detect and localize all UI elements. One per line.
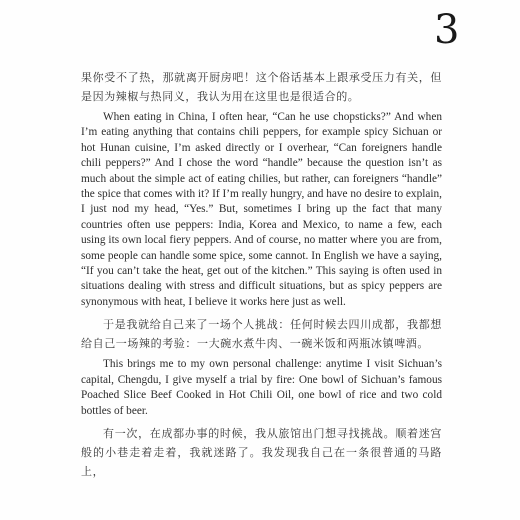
paragraph-en-1: When eating in China, I often hear, “Can he use chopsticks?” And when I’m eating anything that contains chili peppers, for example spicy Sichuan or hot Hunan cuisine, I’m asked directly or I overhear, “Can foreigners handle chili peppers?” And I chose the word “handle” because the question isn’t as much about the simple act of eating chilies, but rather, can foreigners “handle” the spice that comes with it? If I’m really hungry, and have no desire to explain, I just nod my head, “Yes.” But, sometimes I bring up the fact that many countries often use peppers: India, Korea and Mexico, to name a few, each using its own local fiery peppers. And of course, no matter where you are from, some people can handle some spice, some cannot. In English we have a saying, “If you can’t take the heat, get out of the kitchen.” This saying is often used in situations dealing with stress and difficult situations, but as spicy peppers are synonymous with heat, I believe it works here just as well. [81,111,442,308]
paragraph-zh-1: 果你受不了热，那就离开厨房吧！这个俗话基本上跟承受压力有关，但是因为辣椒与热同义，我认为用在这里也是很适合的。 [81,71,442,103]
page-body [81,68,442,481]
paragraph-zh-3: 有一次，在成都办事的时候，我从旅馆出门想寻找挑战。顺着迷宫般的小巷走着走着，我就迷路了。我发现我自己在一条很普通的马路上， [81,426,442,478]
page-number: 3 [434,7,460,53]
paragraph-en-2: This brings me to my own personal challenge: anytime I visit Sichuan’s capital, Chengdu, I give myself a trial by fire: One bowl of Sichuan’s famous Poached Slice Beef Cooked in Hot Chili Oil, one bowl of rice and two cold bottles of beer. [81,358,442,417]
paragraph-zh-2: 于是我就给自己来了一场个人挑战：任何时候去四川成都，我都想给自己一场辣的考验：一大碗水煮牛肉、一碗米饭和两瓶冰镇啤酒。 [81,318,442,351]
